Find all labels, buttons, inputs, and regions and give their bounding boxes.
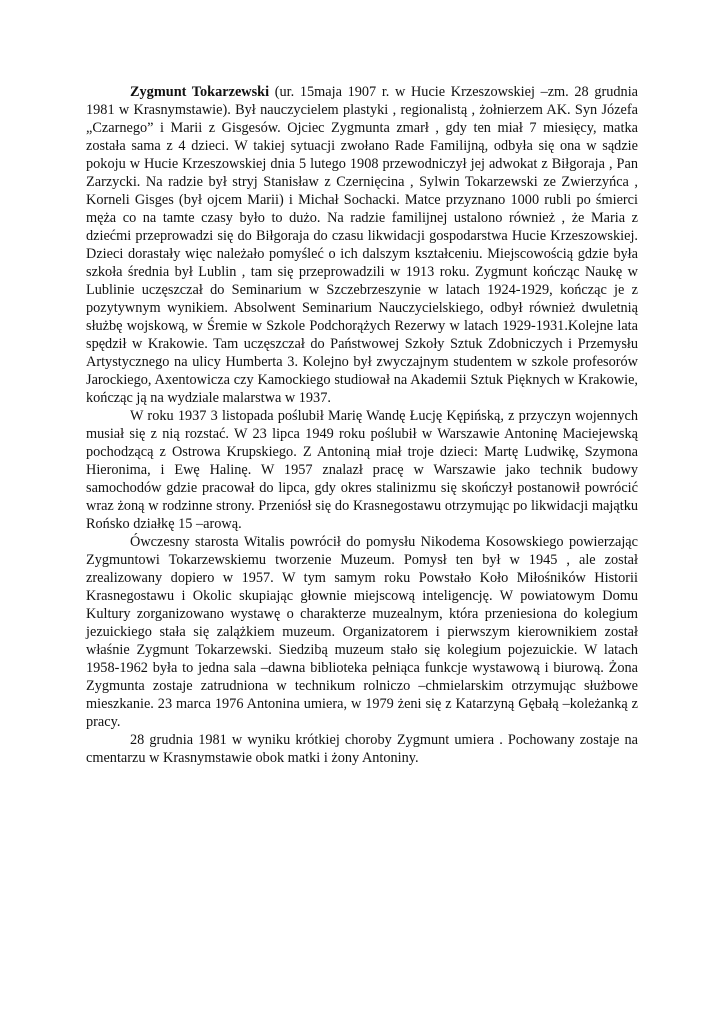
paragraph-museum	[86, 533, 638, 731]
subject-name: Zygmunt Tokarzewski	[130, 84, 270, 100]
paragraph-death	[86, 731, 638, 767]
paragraph-text: (ur. 15maja 1907 r. w Hucie Krzeszowskiej –zm. 28 grudnia 1981 w Krasnymstawie). Był nauczycielem plastyki , regionalistą , żołnierzem AK. Syn Józefa „Czarnego” i Marii z Gisgesów. Ojciec Zygmunta zmarł , gdy ten miał 7 miesięcy, matka została sama z 4 dzieci. W takiej sytuacji zwołano Rade Familijną, odbyła się ona w sądzie pokoju w Hucie Krzeszowskiej dnia 5 lutego 1908 przewodniczył jej adwokat z Biłgoraja , Pan Zarzycki. Na radzie był stryj Stanisław z Czernięcina , Sylwin Tokarzewski ze Zwierzyńca , Korneli Gisges (był ojcem Marii) i Michał Sochacki. Matce przyznano 1000 rubli po śmierci męża co na tamte czasy było to dużo. Na radzie familijnej ustalono również , że Maria z dziećmi przeprowadzi się do Biłgoraja do czasu likwidacji gospodarstwa Hucie Krzeszowskiej. Dzieci dorastały więc należało pomyśleć o ich dalszym kształceniu. Miejscowością gdzie była szkoła średnia był Lublin , tam się przeprowadzili w 1913 roku. Zygmunt kończąc Naukę w Lublinie uczęszczał do Seminarium w Szczebrzeszynie w latach 1924-1929, kończąc je z pozytywnym wynikiem. Absolwent Seminarium Nauczycielskiego, odbył również dwuletnią służbę wojskową, w Śremie w Szkole Podchorążych Rezerwy w latach 1929-1931.Kolejne lata spędził w Krakowie. Tam uczęszczał do Państwowej Szkoły Sztuk Zdobniczych i Przemysłu Artystycznego na ulicy Humberta 3. Kolejno był zwyczajnym studentem w szkole profesorów Jarockiego, Axentowicza czy Kamockiego studiował na Akademii Sztuk Pięknych w Krakowie, kończąc ją na wydziale malarstwa w 1937.	[86, 84, 639, 406]
document-page	[86, 83, 638, 767]
paragraph-marriages	[86, 407, 638, 533]
paragraph-text: Ówczesny starosta Witalis powrócił do pomysłu Nikodema Kosowskiego powierzając Zygmuntowi Tokarzewskiemu tworzenie Muzeum. Pomysł ten był w 1945 , ale został zrealizowany dopiero w 1957. W tym samym roku Powstało Koło Miłośników Historii Krasnegostawu i Okolic skupiając głownie miejscową inteligencję. W powiatowym Domu Kultury zorganizowano wystawę o charakterze muzealnym, która przeniesiona do kolegium jezuickiego stała się zalążkiem muzeum. Organizatorem i pierwszym kierownikiem został właśnie Zygmunt Tokarzewski. Siedzibą muzeum stało się kolegium pojezuickie. W latach 1958-1962 była to jedna sala –dawna biblioteka pełniąca funkcje wystawową i biurową. Żona Zygmunta zostaje zatrudniona w technikum rolniczo –chmielarskim otrzymując służbowe mieszkanie. 23 marca 1976 Antonina umiera, w 1979 żeni się z Katarzyną Gębałą –koleżanką z pracy.	[86, 534, 638, 730]
paragraph-text: 28 grudnia 1981 w wyniku krótkiej choroby Zygmunt umiera . Pochowany zostaje na cmentarzu w Krasnymstawie obok matki i żony Antoniny.	[86, 732, 638, 766]
paragraph-biography-intro	[86, 83, 638, 407]
paragraph-text: W roku 1937 3 listopada poślubił Marię Wandę Łucję Kępińską, z przyczyn wojennych musiał się z nią rozstać. W 23 lipca 1949 roku poślubił w Warszawie Antoninę Maciejewską pochodzącą z Ostrowa Krupskiego. Z Antoniną miał troje dzieci: Martę Ludwikę, Szymona Hieronima, i Ewę Halinę. W 1957 znalazł pracę w Warszawie jako technik budowy samochodów gdzie pracował do lipca, gdy okres stalinizmu się skończył postanowił powrócić wraz żoną w rodzinne strony. Przeniósł się do Krasnegostawu otrzymując po likwidacji majątku Rońsko działkę 15 –arową.	[86, 408, 638, 532]
